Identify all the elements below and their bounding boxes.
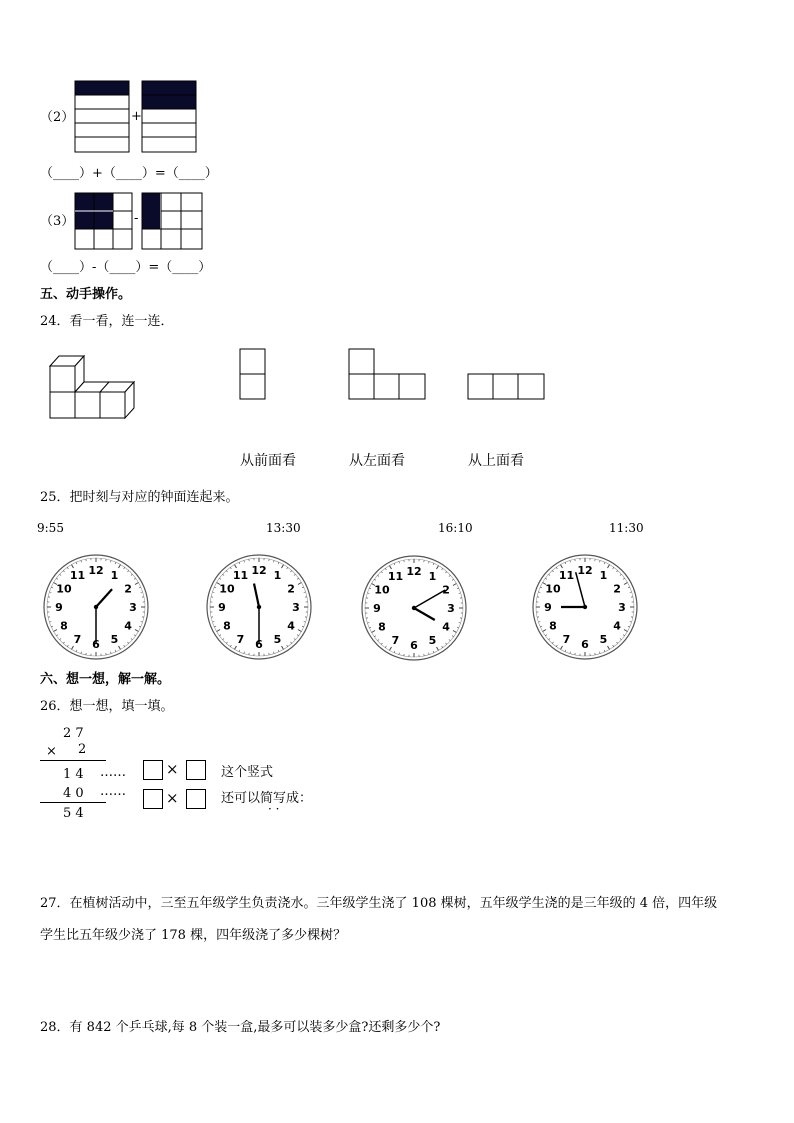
clock-number: 8 [378,620,386,634]
q26-box-times-1: × [166,760,179,778]
clock-number: 11 [232,568,249,582]
clock-number: 12 [88,564,104,577]
clock-number: 5 [273,633,282,647]
clock-number: 8 [223,619,231,633]
clock-number: 3 [618,601,626,614]
clock-number: 9 [55,601,63,614]
q26-note-line-1: 这个竖式 [221,765,274,780]
q25-time-4: 11:30 [609,521,644,535]
clock-number: 7 [236,633,245,647]
clock-number: 9 [218,601,226,614]
q3-label: （3） [40,214,75,229]
clock-center [583,605,587,609]
clock-number: 1 [428,569,437,583]
q26-partial-1: 1 4 [63,767,84,782]
q26-prompt: 26．想一想，填一填。 [40,699,174,714]
clock-number: 3 [447,602,455,615]
clock-face-2 [207,555,311,659]
q26-answer-box-2a[interactable] [143,789,163,809]
clock-number: 4 [442,620,450,634]
q26-dots-1: …… [100,765,126,780]
clock-number: 12 [577,564,593,577]
q24-view-label-top: 从上面看 [468,453,524,469]
clock-number: 10 [219,582,235,596]
clock-number: 5 [599,633,608,647]
q25-time-2: 13:30 [266,521,301,535]
clock-center [412,606,416,610]
clock-number: 9 [373,602,381,615]
clock-number: 12 [406,565,422,578]
q24-view-label-front: 从前面看 [240,453,296,469]
clock-number: 10 [545,582,561,596]
clock-number: 1 [273,568,282,582]
q27-line-2: 学生比五年级少浇了 178 棵，四年级浇了多少棵树？ [40,928,347,943]
clock-number: 7 [73,633,82,647]
q26-result: 5 4 [63,806,84,821]
q26-times-sign: × [46,744,57,759]
clock-number: 1 [110,568,119,582]
clock-number: 11 [69,568,86,582]
q27-line-1: 27．在植树活动中，三至五年级学生负责浇水。三年级学生浇了 108 棵树，五年级学生浇的是三年级的 4 倍，四年级 [40,896,718,911]
clock-number: 7 [562,633,571,647]
clock-center [94,605,98,609]
clock-number: 8 [60,619,68,633]
clock-face-4 [533,555,637,659]
q26-multiplicand: 2 7 [63,726,84,741]
q28-text: 28．有 842 个乒乓球,每 8 个装一盒,最多可以装多少盒?还剩多少个? [40,1020,441,1035]
q2-plus-sign: + [131,109,142,124]
clock-number: 7 [391,634,400,648]
clock-number: 11 [387,569,404,583]
q26-rule-2 [40,802,106,803]
clock-number: 3 [292,601,300,614]
q26-answer-box-2b[interactable] [186,789,206,809]
q26-multiplier: 2 [78,742,87,757]
clock-number: 6 [410,639,418,652]
clock-number: 4 [613,619,621,633]
q2-label: （2） [40,110,75,125]
clock-number: 5 [428,634,437,648]
q26-answer-box-1a[interactable] [143,760,163,780]
q24-view-label-left: 从左面看 [349,453,405,469]
clock-number: 2 [613,582,621,596]
q26-dots-2: …… [100,784,126,799]
clock-number: 5 [110,633,119,647]
q25-time-1: 9:55 [37,521,64,535]
q25-time-3: 16:10 [438,521,473,535]
section6-title: 六、想一想，解一解。 [40,672,171,687]
clock-number: 10 [374,583,390,597]
clock-number: 2 [287,582,295,596]
q24-prompt: 24．看一看，连一连． [40,314,174,329]
clock-number: 10 [56,582,72,596]
q26-answer-box-1b[interactable] [186,760,206,780]
clock-number: 6 [255,638,263,651]
clock-face-3 [362,556,466,660]
clock-number: 11 [558,568,575,582]
clock-number: 3 [129,601,137,614]
clock-number: 8 [549,619,557,633]
q26-emphasis-dots: · · [268,802,280,816]
clock-center [257,605,261,609]
clock-number: 12 [251,564,267,577]
clock-number: 4 [124,619,132,633]
q26-note-line-2: 还可以简写成： [221,791,313,806]
q3-minus-sign: - [134,211,139,226]
clock-number: 9 [544,601,552,614]
q26-rule-1 [40,760,106,761]
q3-equation: （____）-（____）=（____） [40,260,212,275]
section5-title: 五、动手操作。 [40,287,132,302]
clock-number: 6 [92,638,100,651]
clock-number: 1 [599,568,608,582]
clock-number: 2 [442,583,450,597]
clock-number: 6 [581,638,589,651]
q26-partial-2: 4 0 [63,786,84,801]
q26-box-times-2: × [166,789,179,807]
clock-number: 4 [287,619,295,633]
clock-number: 2 [124,582,132,596]
q25-prompt: 25．把时刻与对应的钟面连起来。 [40,490,239,505]
clock-face-1 [44,555,148,659]
q2-equation: （____）+（____）=（____） [40,166,218,181]
